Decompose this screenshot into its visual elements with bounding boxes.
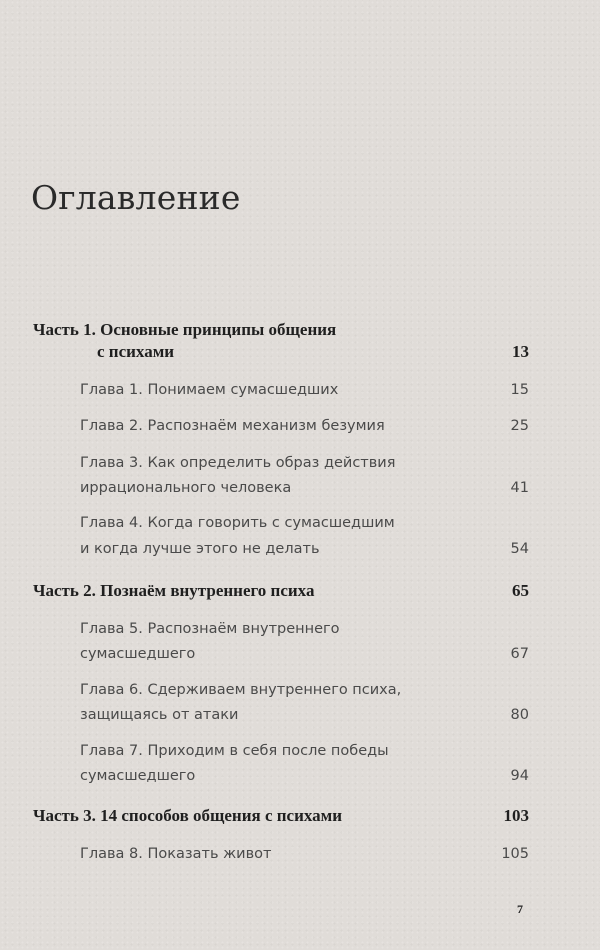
toc-chapter-4-page: 54: [510, 541, 529, 557]
toc-chapter-2-page: 25: [510, 418, 529, 434]
toc-chapter-7-page: 94: [510, 768, 529, 784]
toc-chapter-5-title-line1: Глава 5. Распознаём внутреннего: [80, 621, 340, 637]
toc-chapter-1-page: 15: [510, 382, 529, 398]
page-title: Оглавление: [31, 178, 241, 218]
toc-part-1-title-line1: Часть 1. Основные принципы общения: [33, 320, 337, 339]
toc-chapter-8-title: Глава 8. Показать живот: [80, 846, 272, 862]
toc-chapter-7-title-line1: Глава 7. Приходим в себя после победы: [80, 743, 389, 759]
toc-chapter-8-page: 105: [501, 846, 529, 862]
toc-chapter-4-title-line2: и когда лучше этого не делать: [80, 541, 320, 557]
toc-part-3-title: Часть 3. 14 способов общения с психами: [33, 806, 343, 825]
toc-chapter-3-title-line2: иррационального человека: [80, 480, 292, 496]
toc-part-1-title-line2: с психами: [97, 342, 175, 361]
toc-part-2-page: 65: [512, 581, 529, 600]
toc-chapter-3-title-line1: Глава 3. Как определить образ действия: [80, 455, 396, 471]
toc-chapter-6-page: 80: [510, 707, 529, 723]
toc-part-1-page: 13: [512, 342, 529, 361]
toc-chapter-7-title-line2: сумасшедшего: [80, 768, 196, 784]
toc-chapter-4-title-line1: Глава 4. Когда говорить с сумасшедшим: [80, 515, 395, 531]
toc-chapter-3-page: 41: [510, 480, 529, 496]
toc-chapter-2-title: Глава 2. Распознаём механизм безумия: [80, 418, 385, 434]
toc-part-3-page: 103: [503, 806, 529, 825]
toc-chapter-6-title-line1: Глава 6. Сдерживаем внутреннего психа,: [80, 682, 402, 698]
page-number: 7: [517, 902, 523, 916]
toc-chapter-5-page: 67: [510, 646, 529, 662]
toc-part-2-title: Часть 2. Познаём внутреннего психа: [33, 581, 315, 600]
toc-chapter-5-title-line2: сумасшедшего: [80, 646, 196, 662]
toc-chapter-1-title: Глава 1. Понимаем сумасшедших: [80, 382, 339, 398]
toc-chapter-6-title-line2: защищаясь от атаки: [80, 707, 239, 723]
